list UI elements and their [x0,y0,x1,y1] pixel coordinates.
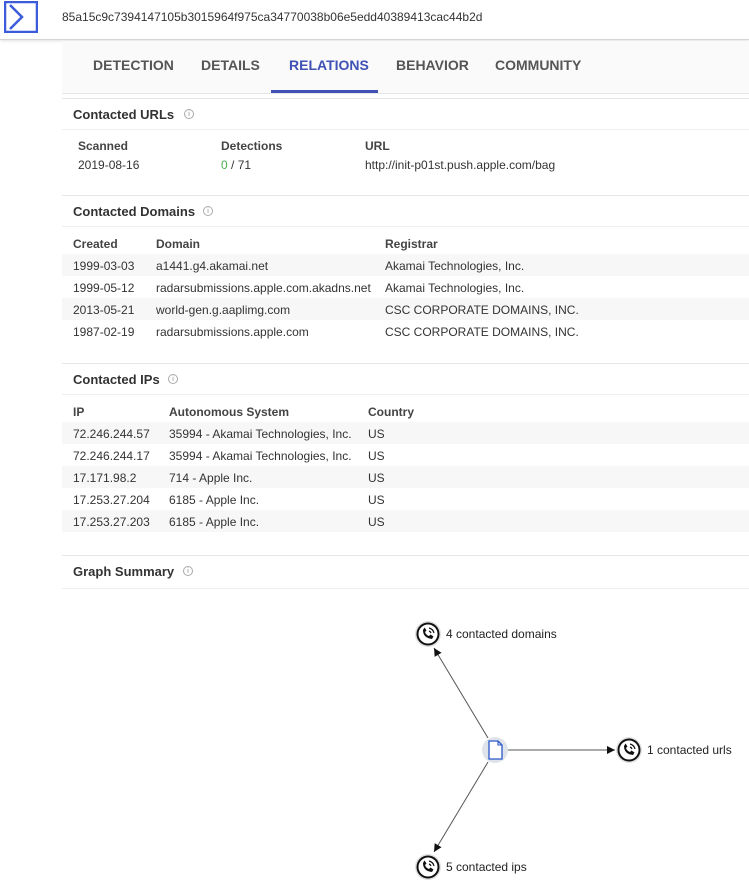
ip-link[interactable]: 17.253.27.204 [73,493,150,507]
tab-community[interactable]: COMMUNITY [495,57,582,73]
country: US [368,427,385,441]
section-header [62,555,749,589]
country: US [368,515,385,529]
domain-link[interactable]: radarsubmissions.apple.com [156,325,309,339]
autonomous-system: 6185 - Apple Inc. [169,515,260,529]
table-row[interactable] [62,320,749,342]
autonomous-system: 35994 - Akamai Technologies, Inc. [169,427,352,441]
ip-link[interactable]: 72.246.244.17 [73,449,150,463]
section-title: Contacted URLs [73,107,175,122]
column-header: Autonomous System [169,405,290,419]
edge-ips [434,762,488,852]
info-icon[interactable]: i [183,566,193,576]
autonomous-system: 714 - Apple Inc. [169,471,253,485]
column-header: Created [73,237,118,251]
graph-node-urls[interactable] [616,737,732,763]
table-row[interactable] [62,298,749,320]
table-row[interactable] [62,276,749,298]
tab-details[interactable]: DETAILS [201,57,260,73]
virustotal-logo-icon[interactable] [4,1,38,33]
info-icon[interactable]: i [168,374,178,384]
active-tab-indicator [271,90,378,93]
column-header: Registrar [385,237,438,251]
country: US [368,449,385,463]
registrar: Akamai Technologies, Inc. [385,259,525,273]
file-node-icon[interactable] [482,737,508,763]
info-icon[interactable]: i [184,109,194,119]
created-date: 1999-05-12 [73,281,135,295]
graph-node-label: 1 contacted urls [647,743,732,757]
table-row[interactable] [62,422,749,444]
tab-behavior[interactable]: BEHAVIOR [396,57,469,73]
column-header: Scanned [78,139,129,153]
phone-icon [415,854,441,880]
registrar: Akamai Technologies, Inc. [385,281,525,295]
graph-node-ips[interactable] [415,854,527,880]
created-date: 1987-02-19 [73,325,135,339]
column-header: Country [368,405,414,419]
table-row[interactable] [62,466,749,488]
column-header: IP [73,405,85,419]
url-link[interactable]: http://init-p01st.push.apple.com/bag [365,158,556,172]
created-date: 1999-03-03 [73,259,135,273]
top-bar [0,0,749,40]
main-content [62,41,749,579]
table-row[interactable] [62,510,749,532]
section-title: Contacted Domains [73,204,196,219]
section-header [62,98,749,130]
detections [221,158,251,172]
autonomous-system: 6185 - Apple Inc. [169,493,260,507]
detection-count: 0 [221,158,228,172]
created-date: 2013-05-21 [73,303,135,317]
section-title: Graph Summary [73,564,175,579]
autonomous-system: 35994 - Akamai Technologies, Inc. [169,449,352,463]
section-header [62,195,749,227]
column-header: Domain [156,237,201,251]
column-header: URL [365,139,390,153]
column-header: Detections [221,139,283,153]
country: US [368,471,385,485]
registrar: CSC CORPORATE DOMAINS, INC. [385,303,579,317]
detection-total: / 71 [231,158,252,172]
domain-link[interactable]: a1441.g4.akamai.net [156,259,269,273]
info-icon[interactable]: i [203,206,213,216]
phone-icon [415,621,441,647]
tab-bar [62,41,749,94]
ip-link[interactable]: 17.253.27.203 [73,515,150,529]
scanned-date: 2019-08-16 [78,158,140,172]
domain-link[interactable]: world-gen.g.aaplimg.com [156,303,291,317]
ip-link[interactable]: 17.171.98.2 [73,471,137,485]
graph-node-domains[interactable] [415,621,557,647]
registrar: CSC CORPORATE DOMAINS, INC. [385,325,579,339]
file-hash: 85a15c9c7394147105b3015964f975ca34770038b06e5edd40389413cac44b2d [62,10,483,24]
table-row[interactable] [62,254,749,276]
ip-link[interactable]: 72.246.244.57 [73,427,150,441]
domain-link[interactable]: radarsubmissions.apple.com.akadns.net [156,281,371,295]
table-row[interactable] [62,444,749,466]
section-header [62,363,749,395]
table-row[interactable] [62,488,749,510]
table-row[interactable] [62,154,749,176]
tab-detection[interactable]: DETECTION [93,57,174,73]
graph-node-label: 5 contacted ips [446,860,527,874]
edge-domains [434,648,488,738]
section-title: Contacted IPs [73,372,160,387]
graph-node-label: 4 contacted domains [446,627,557,641]
phone-icon [616,737,642,763]
tab-relations[interactable]: RELATIONS [289,57,369,73]
country: US [368,493,385,507]
